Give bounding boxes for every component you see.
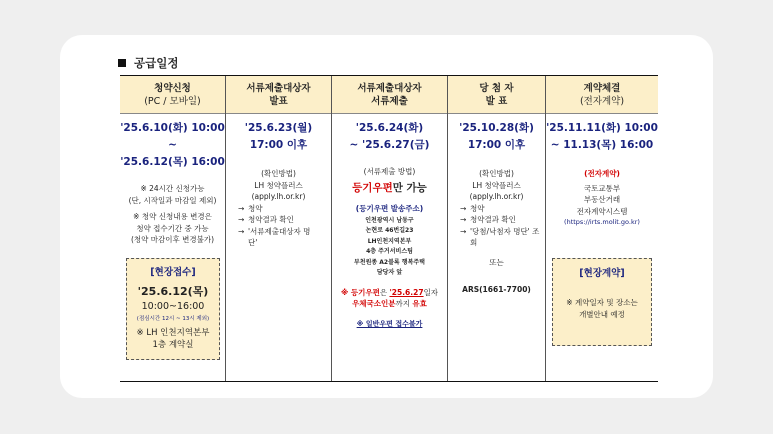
header-subtitle: 발표 bbox=[269, 95, 288, 107]
note: (단, 시작일과 마감일 제외) bbox=[128, 195, 217, 205]
deadline-part: 은 bbox=[379, 287, 390, 297]
column-header bbox=[226, 76, 331, 114]
step-item: → 청약 bbox=[460, 203, 545, 215]
onsite-lunch: (점심시간 12시 ~ 13시 제외) bbox=[136, 316, 210, 322]
note: ※ 청약 신청내용 변경은 bbox=[133, 212, 212, 221]
method-label: (서류제출 방법) bbox=[363, 167, 416, 176]
system-line: 부동산거래 bbox=[583, 195, 621, 204]
header-subtitle: (전자계약) bbox=[579, 95, 625, 107]
step-item: → 청약결과 확인 bbox=[460, 214, 545, 226]
date-start: '25.6.23(월) bbox=[244, 122, 313, 134]
deadline-part: 우체국소인분 bbox=[352, 299, 396, 308]
header-title: 서류제출대상자 bbox=[357, 82, 422, 94]
column-application bbox=[120, 76, 226, 381]
onsite-note: ※ 계약일자 및 장소는 bbox=[566, 298, 638, 307]
deadline-part: 까지 bbox=[395, 299, 413, 308]
date-start: '25.6.10(화) 10:00 ~ bbox=[120, 122, 225, 151]
step-item: → 청약결과 확인 bbox=[238, 214, 331, 226]
schedule-card bbox=[60, 35, 713, 398]
general-mail-note: ※ 일반우편 접수불가 bbox=[356, 319, 423, 328]
onsite-time: 10:00~16:00 bbox=[141, 301, 205, 312]
deadline-note bbox=[332, 287, 447, 310]
column-winner-announcement bbox=[448, 76, 546, 381]
address-line: 인천광역시 남동구 bbox=[365, 216, 414, 224]
or-label: 또는 bbox=[489, 257, 504, 267]
site-url: (apply.lh.or.kr) bbox=[251, 192, 306, 201]
step-item: → '서류제출대상자 명단' bbox=[238, 226, 318, 249]
econtract-label: (전자계약) bbox=[584, 169, 620, 178]
header-title: 계약체결 bbox=[583, 82, 621, 94]
header-title: 당 첨 자 bbox=[479, 82, 514, 94]
column-header bbox=[448, 76, 545, 114]
ars-number: ARS(1661-7700) bbox=[462, 285, 531, 294]
date-end: ~ 11.13(목) 16:00 bbox=[550, 139, 654, 151]
date-end: 17:00 이후 bbox=[467, 139, 526, 151]
notes bbox=[120, 183, 225, 246]
column-docs-submission bbox=[332, 76, 448, 381]
onsite-contract-box bbox=[552, 258, 652, 346]
deadline-part: 유효 bbox=[412, 299, 427, 308]
date-range bbox=[546, 120, 658, 154]
date-end: '25.6.12(목) 16:00 bbox=[120, 156, 225, 168]
address-line: 담당자 앞 bbox=[376, 269, 403, 276]
date-start: '25.10.28(화) bbox=[459, 122, 534, 134]
header-subtitle: 발 표 bbox=[485, 95, 508, 107]
address bbox=[332, 216, 447, 279]
deadline-part: 일자 bbox=[423, 287, 439, 297]
section-heading bbox=[118, 55, 178, 71]
registered-mail: 등기우편 bbox=[352, 181, 393, 194]
column-docs-announcement bbox=[226, 76, 332, 381]
column-header bbox=[332, 76, 447, 114]
onsite-date: '25.6.12(목) bbox=[137, 285, 209, 298]
system-url: (https://irts.molit.go.kr) bbox=[564, 218, 640, 226]
column-contract bbox=[546, 76, 658, 381]
submission-method bbox=[332, 166, 447, 329]
date-start: '25.11.11(화) 10:00 bbox=[546, 122, 658, 134]
onsite-application-box bbox=[126, 258, 220, 360]
system-line: 전자계약시스템 bbox=[576, 206, 628, 216]
header-title: 청약신청 bbox=[154, 82, 191, 94]
method-label: (확인방법) bbox=[261, 169, 296, 178]
address-line: 4층 주거서비스팀 bbox=[366, 248, 413, 255]
column-header bbox=[546, 76, 658, 114]
site-url: (apply.lh.or.kr) bbox=[469, 192, 524, 201]
onsite-title: [현장계약] bbox=[579, 268, 625, 279]
date-range bbox=[120, 120, 225, 171]
header-title: 서류제출대상자 bbox=[246, 82, 311, 94]
square-bullet-icon bbox=[118, 59, 126, 67]
address-line: LH인천지역본부 bbox=[367, 237, 412, 245]
site-name: LH 청약플러스 bbox=[254, 180, 303, 190]
note: 청약 접수기간 중 가능 bbox=[136, 223, 209, 233]
onsite-note: 개별안내 예정 bbox=[579, 309, 625, 319]
onsite-title: [현장접수] bbox=[150, 267, 196, 278]
date-end: ~ '25.6.27(금) bbox=[349, 139, 430, 151]
date-range bbox=[332, 120, 447, 154]
date-start: '25.6.24(화) bbox=[355, 122, 424, 134]
check-method bbox=[448, 168, 545, 296]
note: (청약 마감이후 변경불가) bbox=[130, 235, 215, 244]
onsite-place: ※ LH 인천지역본부 bbox=[136, 328, 210, 338]
column-header bbox=[120, 76, 225, 114]
note: ※ 24시간 신청가능 bbox=[140, 184, 205, 193]
address-line: 부천원종 A2블록 행복주택 bbox=[354, 258, 425, 266]
date-range bbox=[226, 120, 331, 154]
header-subtitle: (PC / 모바일) bbox=[144, 95, 201, 107]
onsite-place: 1층 계약실 bbox=[152, 340, 194, 350]
section-title: 공급일정 bbox=[134, 56, 179, 70]
address-line: 논현로 46번길23 bbox=[365, 227, 414, 234]
check-method bbox=[226, 168, 331, 249]
deadline-part: ※ 등기우편 bbox=[340, 287, 380, 297]
deadline-date: '25.6.27 bbox=[389, 287, 424, 297]
schedule-table bbox=[120, 75, 658, 382]
date-end: 17:00 이후 bbox=[249, 139, 308, 151]
method-label: (확인방법) bbox=[479, 169, 514, 178]
system-line: 국토교통부 bbox=[583, 183, 621, 193]
mail-only: 만 가능 bbox=[392, 181, 427, 194]
electronic-contract bbox=[546, 168, 658, 229]
address-title: (등기우편 발송주소) bbox=[355, 203, 424, 213]
step-item: → '당첨/낙첨자 명단' 조회 bbox=[460, 226, 542, 249]
step-item: → 청약 bbox=[238, 203, 331, 215]
date-range bbox=[448, 120, 545, 154]
site-name: LH 청약플러스 bbox=[472, 180, 521, 190]
header-subtitle: 서류제출 bbox=[371, 95, 408, 107]
